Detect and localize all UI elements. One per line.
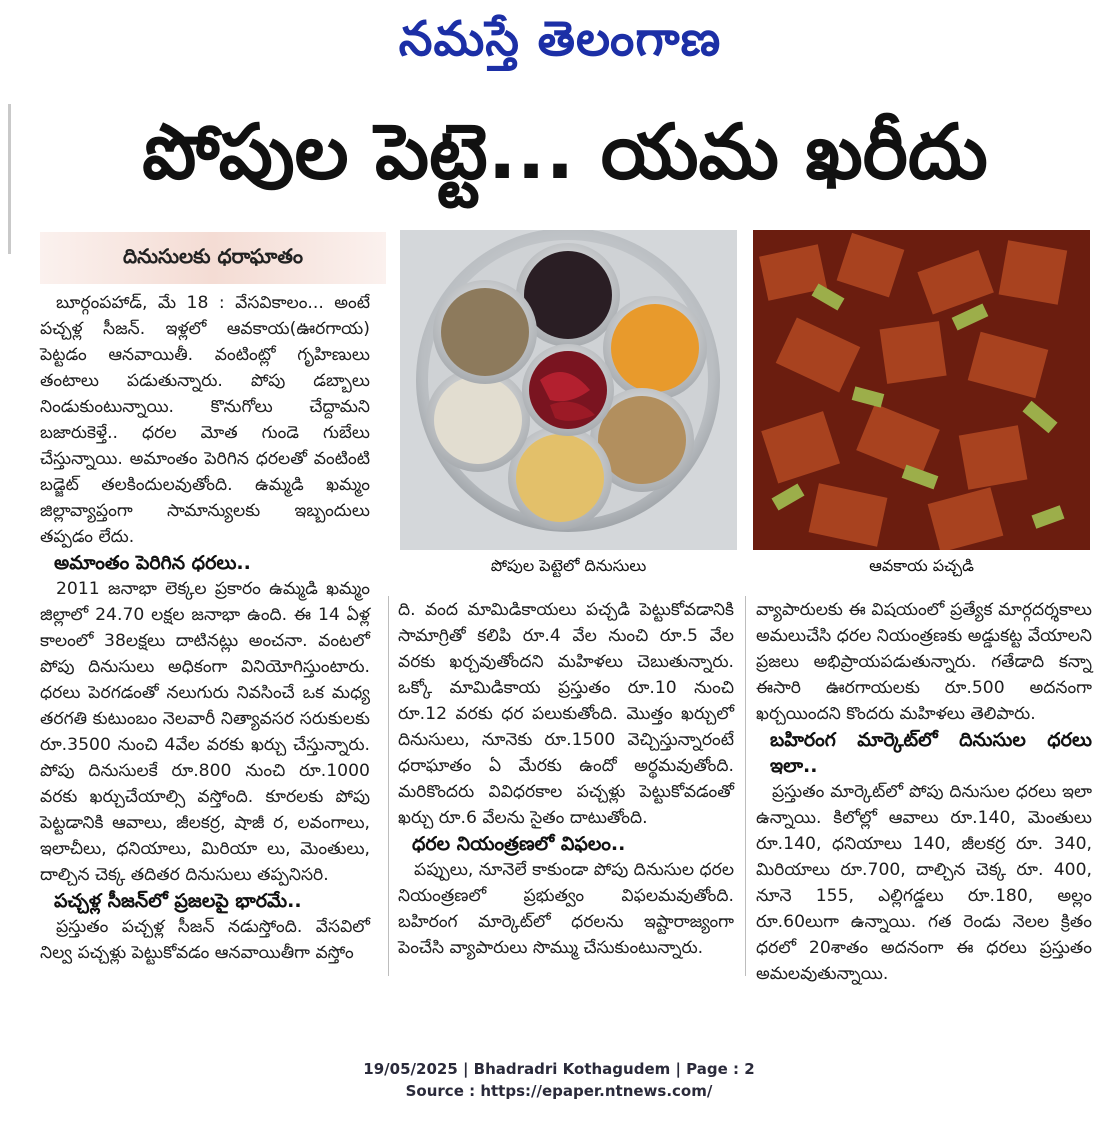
spice-tin-photo bbox=[400, 230, 737, 550]
photo-caption-pickle: ఆవకాయ పచ్చడి bbox=[869, 556, 974, 575]
article-column-1 bbox=[40, 290, 370, 966]
article-column-3 bbox=[756, 597, 1092, 987]
paragraph: పప్పులు, నూనెలే కాకుండా పోపు దినుసుల ధరల నియంత్రణలో ప్రభుత్వం విఫలమవుతోంది. బహిరంగ మార్కెట్‌లో ధరలను ఇష్టారాజ్యంగా పెంచేసి వ్యాపారులు సొమ్ము చేసుకుంటున్నారు. bbox=[398, 860, 735, 958]
intro-paragraph: బూర్గంపహాడ్, మే 18 : వేసవికాలం... అంటే పచ్చళ్ల సీజన్. ఇళ్లలో ఆవకాయ(ఊరగాయ) పెట్టడం ఆనవాయితీ. వంటింట్లో గృహిణులు తంటాలు పడుతున్నారు. పోపు డబ్బాలు నిండుకుంటున్నాయి. కొనుగోలు చేద్దామని బజారుకెళ్తే.. ధరల మోత గుండె గుబేలు చేస్తున్నాయి. అమాంతం పెరిగిన ధరలతో వంటింటి బడ్జెట్ తలకిందులవుతోంది. ఉమ్మడి ఖమ్మం జిల్లావ్యాప్తంగా సామాన్యులకు ఇబ్బందులు తప్పడం లేదు. bbox=[40, 293, 370, 547]
section-heading: బహిరంగ మార్కెట్‌లో దినుసుల ధరలు ఇలా.. bbox=[770, 729, 1092, 777]
mango-pickle-photo bbox=[753, 230, 1090, 550]
newspaper-masthead: నమస్తే తెలంగాణ bbox=[398, 11, 722, 67]
column-divider bbox=[388, 596, 389, 976]
pickle-illustration bbox=[753, 230, 1090, 550]
spice-tin-illustration bbox=[400, 230, 737, 550]
article-column-2 bbox=[398, 597, 734, 961]
subheading-box bbox=[40, 232, 386, 284]
photo-caption-spices: పోపుల పెట్టెలో దినుసులు bbox=[490, 556, 647, 575]
paragraph: ది. వంద మామిడికాయలు పచ్చడి పెట్టుకోవడానికి సామాగ్రితో కలిపి రూ.4 వేల నుంచి రూ.5 వేల వరకు ఖర్చవుతోందని మహిళలు చెబుతున్నారు. ఒక్కో మామిడికాయ ప్రస్తుతం రూ.10 నుంచి రూ.12 వరకు ధర పలుకుతోంది. మొత్తం ఖర్చులో దినుసులు, నూనెకు రూ.1500 వెచ్చిస్తున్నారంటే ధరాఘాతం ఏ మేరకు ఉందో అర్థమవుతోంది. మరికొందరు వివిధరకాల పచ్చళ్లు పెట్టుకోవడంతో ఖర్చు రూ.6 వేలను సైతం దాటుతోంది. bbox=[398, 600, 734, 828]
page-footer bbox=[0, 1058, 1118, 1102]
article-headline: పోపుల పెట్టె... యమ ఖరీదు bbox=[142, 107, 988, 196]
footer-date-edition: 19/05/2025 | Bhadradri Kothagudem | Page : 2 bbox=[363, 1060, 755, 1078]
paragraph: ప్రస్తుతం పచ్చళ్ల సీజన్ నడుస్తోంది. వేసవిలో నిల్వ పచ్చళ్లు పెట్టుకోవడం ఆనవాయితీగా వస్తోం bbox=[40, 917, 370, 963]
section-heading: అమాంతం పెరిగిన ధరలు.. bbox=[54, 552, 251, 574]
section-heading: పచ్చళ్ల సీజన్‌లో ప్రజలపై భారమే.. bbox=[54, 890, 302, 912]
footer-source-link[interactable]: Source : https://epaper.ntnews.com/ bbox=[405, 1082, 713, 1100]
paragraph: వ్యాపారులకు ఈ విషయంలో ప్రత్యేక మార్గదర్శకాలు అమలుచేసి ధరల నియంత్రణకు అడ్డుకట్ట వేయాలని ప్రజలు అభిప్రాయపడుతున్నారు. గతేడాది కన్నా ఈసారి ఊరగాయలకు రూ.500 అదనంగా ఖర్చయిందని కొందరు మహిళలు తెలిపారు. bbox=[756, 600, 1092, 724]
paragraph: 2011 జనాభా లెక్కల ప్రకారం ఉమ్మడి ఖమ్మం జిల్లాలో 24.70 లక్షల జనాభా ఉంది. ఈ 14 ఏళ్ల కాలంలో 38లక్షలు దాటినట్లు అంచనా. వంటలో పోపు దినుసులు అధికంగా వినియోగిస్తుంటారు. ధరలు పెరగడంతో నలుగురు నివసించే ఒక మధ్య తరగతి కుటుంబం నెలవారీ నిత్యావసర సరుకులకు రూ.3500 నుంచి 4వేల వరకు ఖర్చు చేస్తున్నారు. పోపు దినుసులకే రూ.800 నుంచి రూ.1000 వరకు ఖర్చుచేయాల్సి వస్తోంది. కూరలకు పోపు పెట్టడానికి ఆవాలు, జీలకర్ర, షాజీ ర, లవంగాలు, ఇలాచీలు, ధనియాలు, మిరియా లు, మెంతులు, దాల్చిన చెక్క తదితర దినుసులు తప్పనిసరి. bbox=[40, 579, 370, 885]
left-margin-rule bbox=[8, 104, 11, 254]
paragraph: ప్రస్తుతం మార్కెట్‌లో పోపు దినుసుల ధరలు ఇలా ఉన్నాయి. కిలోల్లో ఆవాలు రూ.140, మెంతులు రూ.140, ధనియాలు 140, జీలకర్ర రూ. 340, మిరియాలు రూ.700, దాల్చిన చెక్క రూ. 400, నూనె 155, ఎల్లిగడ్డలు రూ.180, అల్లం రూ.60లుగా ఉన్నాయి. గత రెండు నెలల క్రితం ధరలో 20శాతం అదనంగా ఈ ధరలు ప్రస్తుతం అమలవుతున్నాయి. bbox=[756, 782, 1092, 984]
column-divider bbox=[745, 596, 746, 976]
section-heading: ధరల నియంత్రణలో విఫలం.. bbox=[412, 833, 626, 855]
subheading-text: దినుసులకు ధరాఘాతం bbox=[122, 243, 304, 268]
